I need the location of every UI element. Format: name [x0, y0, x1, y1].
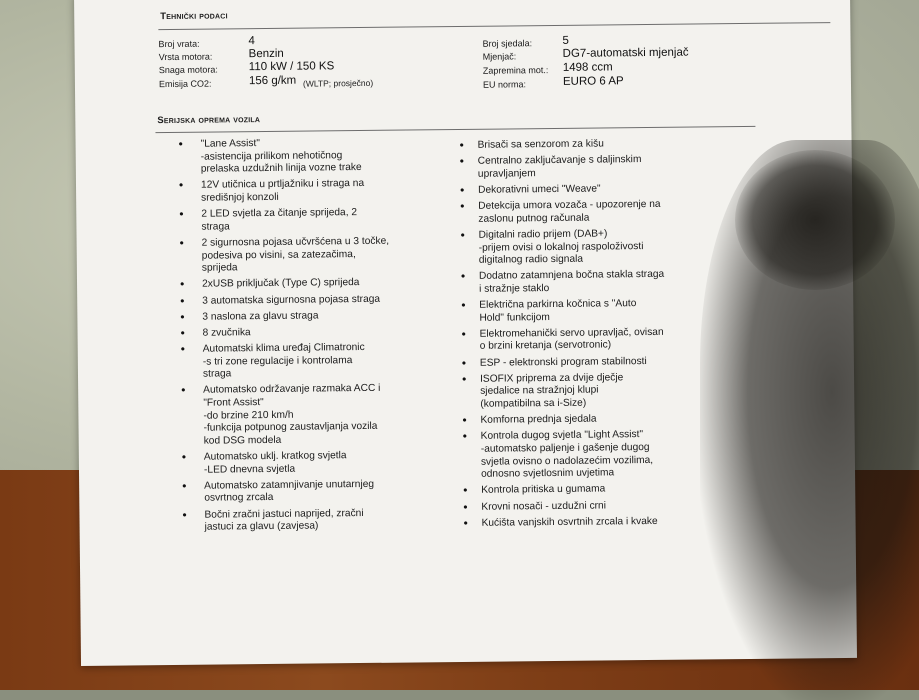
list-item: • Bočni zračni jastuci naprijed, zračni jastuci za glavu (zavjesa)	[182, 507, 412, 535]
spec-value-gearbox: DG7-automatski mjenjač	[562, 46, 689, 60]
list-item: • Dekorativni umeci "Weave"	[460, 182, 710, 197]
technical-divider	[158, 22, 830, 30]
list-item: • Elektromehanički servo upravljač, ovisan o brzini kretanja (servotronic)	[462, 326, 712, 354]
equipment-divider	[155, 126, 755, 133]
list-item: • 12V utičnica u prtljažniku i straga na središnjoj konzoli	[179, 178, 409, 206]
list-item: • Kontrola pritiska u gumama	[463, 483, 713, 498]
list-item: • 3 automatska sigurnosna pojasa straga	[180, 293, 410, 308]
spec-value-displacement: 1498 ccm	[562, 61, 613, 74]
list-item: • 2 LED svjetla za čitanje sprijeda, 2 straga	[179, 207, 409, 235]
spec-label-co2: Emisija CO2:	[158, 78, 212, 90]
spec-label-engine-type: Vrsta motora:	[158, 51, 213, 63]
spec-value-eu-norm: EURO 6 AP	[562, 75, 624, 88]
list-item: • Električna parkirna kočnica s "Auto Hold" funkcijom	[461, 297, 711, 325]
spec-value-engine-type: Benzin	[248, 47, 284, 61]
list-item: • Automatski klima uređaj Climatronic -s tri zone regulacije i kontrolama straga	[181, 342, 411, 382]
spec-label-gearbox: Mjenjač:	[482, 51, 517, 62]
spec-label-seats: Broj sjedala:	[482, 38, 533, 49]
list-item: • Kućišta vanjskih osvrtnih zrcala i kvake	[464, 515, 714, 530]
spec-label-displacement: Zapremina mot.:	[482, 65, 549, 76]
list-item: • 2xUSB priključak (Type C) sprijeda	[180, 277, 410, 292]
list-item: • Detekcija umora vozača - upozorenje na zaslonu putnog računala	[460, 199, 710, 227]
spec-value-seats: 5	[562, 34, 569, 47]
list-item: • ESP - elektronski program stabilnosti	[462, 355, 712, 370]
list-item: • Automatsko uklj. kratkog svjetla -LED dnevna svjetla	[182, 449, 412, 477]
spec-value-co2: 156 g/km	[248, 74, 297, 88]
list-item: • Automatsko zatamnjivanje unutarnjeg osvrtnog zrcala	[182, 478, 412, 506]
list-item: • 2 sigurnosna pojasa učvršćena u 3 točke, podesiva po visini, sa zatezačima, sprijeda	[180, 235, 410, 275]
technical-data-heading: Tehnički podaci	[160, 10, 228, 23]
photographer-shadow-head	[735, 150, 895, 290]
list-item: • Brisači sa senzorom za kišu	[460, 137, 710, 152]
spec-note-co2: (WLTP; prosječno)	[302, 77, 374, 89]
list-item: • "Lane Assist" -asistencija prilikom nehotičnog prelaska uzdužnih linija vozne trake	[179, 137, 409, 177]
list-item: • 3 naslona za glavu straga	[180, 309, 410, 324]
equipment-list-right	[460, 137, 714, 534]
list-item: • Dodatno zatamnjena bočna stakla straga i stražnje staklo	[461, 269, 711, 297]
list-item: • Krovni nosači - uzdužni crni	[463, 499, 713, 514]
list-item: • Komforna prednja sjedala	[462, 413, 712, 428]
list-item: • Kontrola dugog svjetla "Light Assist" -automatsko paljenje i gašenje dugog svjetla ovisno o nadolazećim vozilima, odnosno svjetlosnim uvjetima	[463, 429, 714, 482]
list-item: • Automatsko održavanje razmaka ACC i "Front Assist" -do brzine 210 km/h -funkcija potpunog zaustavljanja vozila kod DSG modela	[181, 383, 412, 448]
equipment-heading: Serijska oprema vozila	[157, 114, 261, 127]
list-item: • Centralno zaključavanje s daljinskim upravljanjem	[460, 154, 710, 182]
list-item: • Digitalni radio prijem (DAB+) -prijem ovisi o lokalnoj raspoloživosti digitalnog radio signala	[460, 227, 710, 267]
list-item: • 8 zvučnika	[181, 325, 411, 340]
spec-label-eu-norm: EU norma:	[482, 79, 527, 90]
spec-label-engine-power: Snaga motora:	[158, 64, 218, 76]
list-item: • ISOFIX priprema za dvije dječje sjedalice na stražnjoj klupi (kompatibilna sa i-Size)	[462, 371, 712, 411]
spec-label-doors: Broj vrata:	[158, 38, 200, 50]
spec-value-doors: 4	[248, 35, 255, 48]
equipment-list-left	[179, 137, 413, 539]
spec-value-engine-power: 110 kW / 150 KS	[248, 60, 335, 74]
